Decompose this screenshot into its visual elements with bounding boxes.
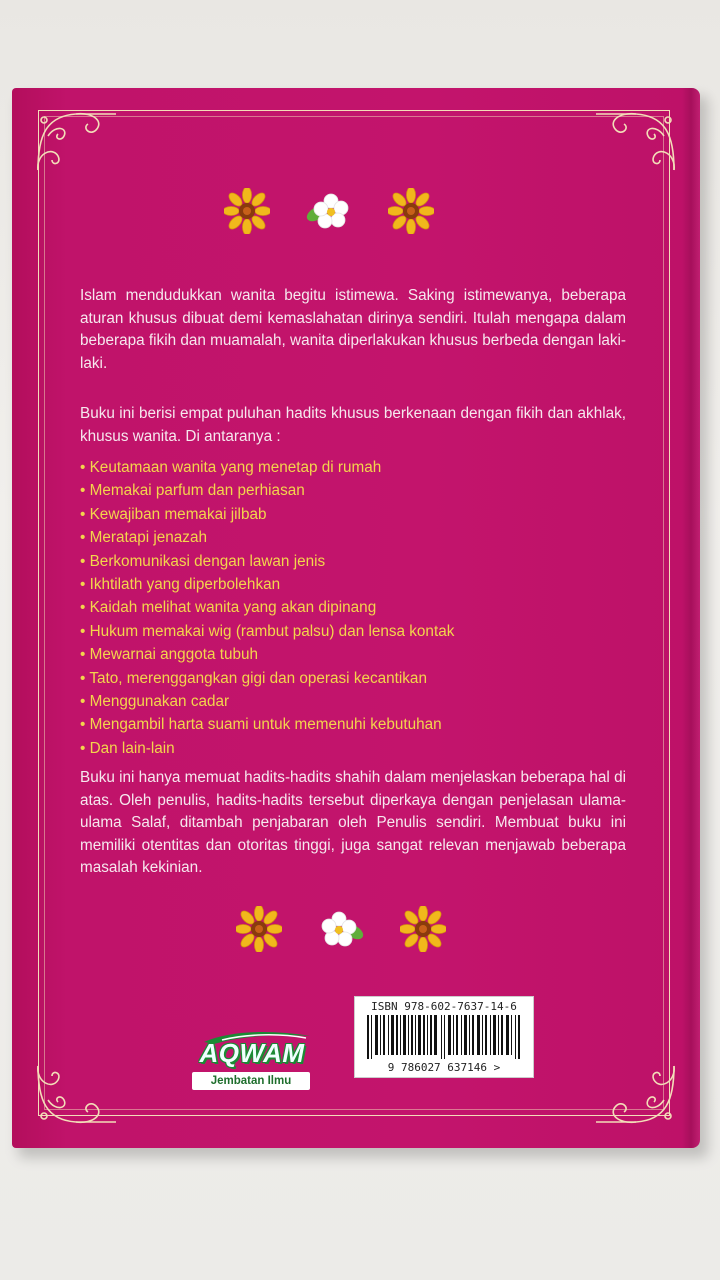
content-paragraph: Buku ini berisi empat puluhan hadits khusus berkenaan dengan fikih dan akhlak, khusus wanita. Di antaranya : — [80, 405, 626, 445]
book-back-cover — [12, 88, 700, 1148]
corner-ornament-icon — [32, 1060, 122, 1130]
list-item: • Berkomunikasi dengan lawan jenis — [80, 550, 626, 573]
topic-list — [80, 456, 626, 760]
spine-edge — [682, 88, 700, 1148]
list-item: • Dan lain-lain — [80, 737, 626, 760]
isbn-label: ISBN 978-602-7637-14-6 — [371, 1000, 517, 1013]
closing-paragraph: Buku ini hanya memuat hadits-hadits shahih dalam menjelaskan beberapa hal di atas. Oleh penulis, hadits-hadits tersebut diperkaya dengan penjelasan ulama-ulama Salaf, ditambah penjabaran oleh Penulis sendiri. Membuat buku ini memiliki otentitas dan otoritas tinggi, juga sangat relevan menjawab beberapa masalah kekinian. — [80, 769, 626, 877]
list-item: • Kewajiban memakai jilbab — [80, 503, 626, 526]
corner-ornament-icon — [590, 1060, 680, 1130]
barcode-bars-icon — [367, 1015, 521, 1059]
list-item: • Meratapi jenazah — [80, 526, 626, 549]
intro-paragraph: Islam mendudukkan wanita begitu istimewa. Saking istimewanya, beberapa aturan khusus dibuat demi kemaslahatan dirinya sendiri. Itulah mengapa dalam beberapa fikih dan muamalah, wanita diperlakukan khusus berbeda dengan laki-laki. — [80, 287, 626, 372]
list-item: • Menggunakan cadar — [80, 690, 626, 713]
publisher-logo — [172, 1028, 332, 1092]
barcode-digits: 9 786027 637146 > — [387, 1061, 501, 1074]
sunflower-icon — [224, 188, 270, 234]
list-item: • Memakai parfum dan perhiasan — [80, 479, 626, 502]
list-item: • Kaidah melihat wanita yang akan dipinang — [80, 596, 626, 619]
sunflower-icon — [400, 906, 446, 952]
publisher-name: AQWAM — [199, 1038, 305, 1068]
isbn-barcode — [354, 996, 534, 1078]
white-flower-icon — [318, 906, 364, 952]
list-item: • Mewarnai anggota tubuh — [80, 643, 626, 666]
list-item: • Hukum memakai wig (rambut palsu) dan lensa kontak — [80, 620, 626, 643]
sunflower-icon — [236, 906, 282, 952]
corner-ornament-icon — [590, 106, 680, 176]
flower-row-top — [224, 188, 434, 234]
sunflower-icon — [388, 188, 434, 234]
flower-row-bottom — [236, 906, 446, 952]
list-item: • Mengambil harta suami untuk memenuhi kebutuhan — [80, 713, 626, 736]
corner-ornament-icon — [32, 106, 122, 176]
list-item: • Keutamaan wanita yang menetap di rumah — [80, 456, 626, 479]
list-item: • Tato, merenggangkan gigi dan operasi kecantikan — [80, 667, 626, 690]
publisher-tagline: Jembatan Ilmu — [192, 1072, 310, 1090]
list-item: • Ikhtilath yang diperbolehkan — [80, 573, 626, 596]
white-flower-icon — [306, 188, 352, 234]
